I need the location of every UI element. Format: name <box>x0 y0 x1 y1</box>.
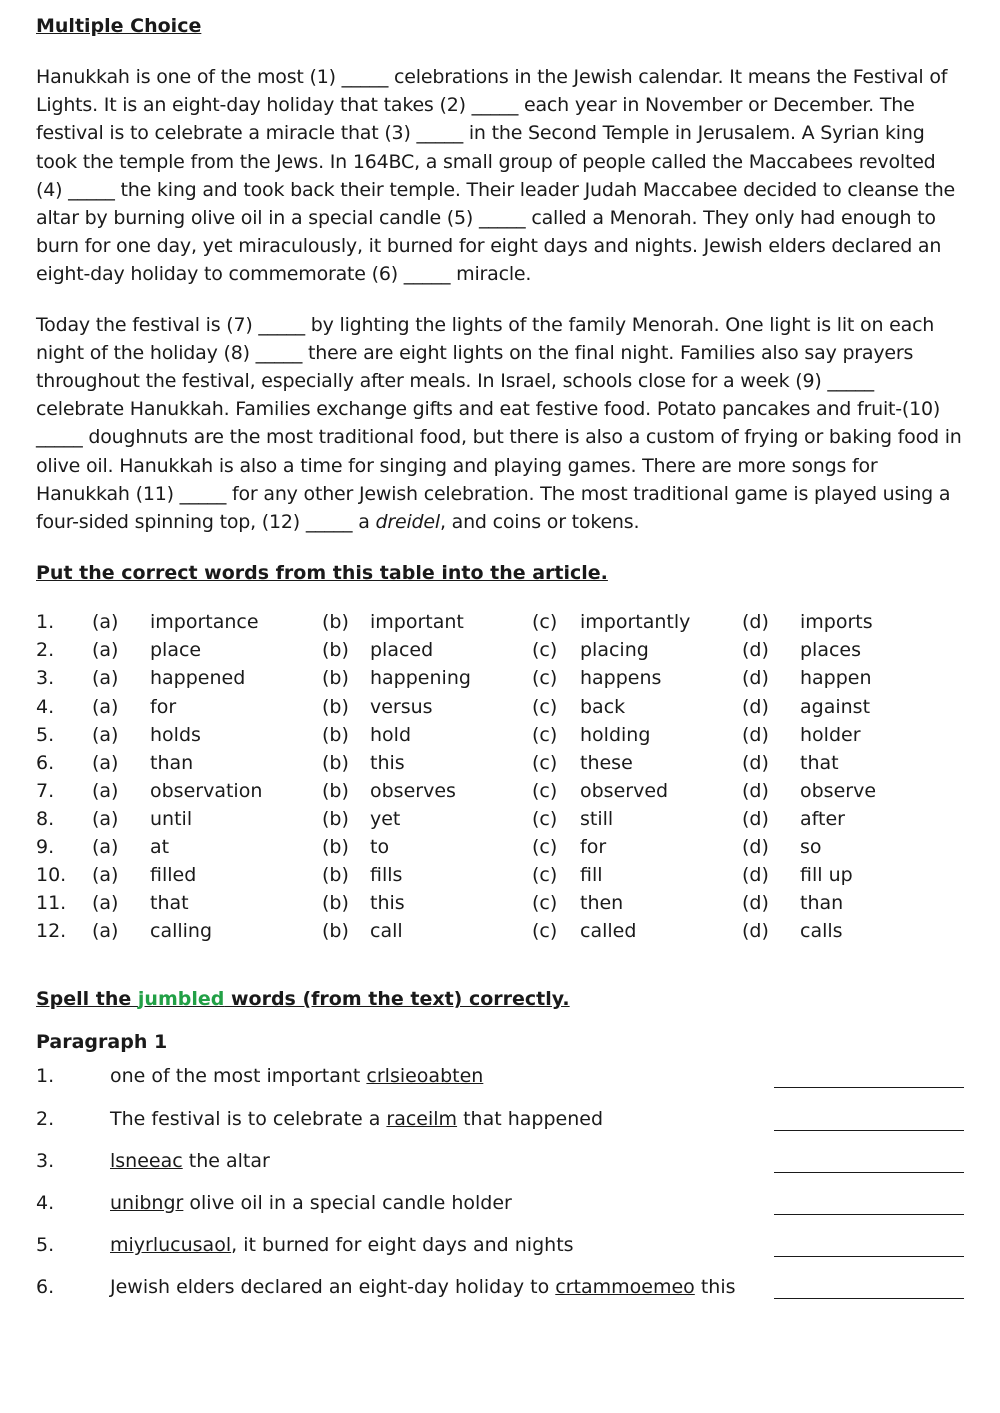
question-number: 1. <box>36 611 55 634</box>
options-row <box>36 636 920 664</box>
answer-blank: _____ <box>416 122 464 145</box>
option-letter-d: (d) <box>742 892 769 915</box>
option-letter-c: (c) <box>532 920 558 943</box>
spell-number: 4. <box>36 1191 55 1214</box>
option-letter-a: (a) <box>92 667 119 690</box>
options-row <box>36 608 920 636</box>
option-letter-b: (b) <box>322 611 349 634</box>
option-letter-c: (c) <box>532 836 558 859</box>
question-number: 11. <box>36 892 67 915</box>
article-text: there are eight lights on the final night. Families also say prayers throughout the festival, especially after meals. In Israel, schools close for a week (9) <box>36 341 914 393</box>
spell-heading-end: words (from the text) correctly. <box>224 988 570 1011</box>
option-letter-c: (c) <box>532 639 558 662</box>
option-a: place <box>150 639 202 662</box>
option-letter-d: (d) <box>742 695 769 718</box>
option-c: observed <box>580 779 669 802</box>
option-letter-d: (d) <box>742 751 769 774</box>
answer-line[interactable] <box>774 1214 964 1215</box>
spell-item <box>36 1104 966 1146</box>
option-b: important <box>370 611 464 634</box>
option-letter-b: (b) <box>322 779 349 802</box>
option-d: happen <box>800 667 872 690</box>
spell-text-before: Jewish elders declared an eight-day holiday to <box>110 1276 556 1299</box>
spell-item <box>36 1146 966 1188</box>
options-row <box>36 749 920 777</box>
option-letter-d: (d) <box>742 611 769 634</box>
option-letter-a: (a) <box>92 807 119 830</box>
spell-item <box>36 1188 966 1230</box>
option-a: filled <box>150 864 197 887</box>
option-letter-c: (c) <box>532 807 558 830</box>
spell-sentence <box>110 1234 574 1256</box>
article-text: celebrate Hanukkah. Families exchange gifts and eat festive food. Potato pancakes and fruit-(10) <box>36 398 941 421</box>
option-a: than <box>150 751 194 774</box>
option-a: for <box>150 695 177 718</box>
option-a: at <box>150 836 170 859</box>
option-letter-a: (a) <box>92 892 119 915</box>
option-d: fill up <box>800 864 853 887</box>
jumbled-term: crtammoemeo <box>555 1276 695 1299</box>
option-letter-a: (a) <box>92 836 119 859</box>
jumbled-term: unibngr <box>110 1191 184 1214</box>
spell-number: 6. <box>36 1276 55 1299</box>
spell-sentence <box>110 1192 512 1214</box>
option-c: these <box>580 751 633 774</box>
options-row <box>36 777 920 805</box>
question-number: 2. <box>36 639 55 662</box>
spell-text-before: The festival is to celebrate a <box>110 1107 387 1130</box>
option-letter-b: (b) <box>322 836 349 859</box>
answer-line[interactable] <box>774 1130 964 1131</box>
spell-text-after: , it burned for eight days and nights <box>231 1234 574 1257</box>
option-b: to <box>370 836 390 859</box>
option-letter-c: (c) <box>532 864 558 887</box>
answer-blank: _____ <box>305 511 353 534</box>
options-row <box>36 917 920 945</box>
article-text: doughnuts are the most traditional food, but there is also a custom of frying or baking food in olive oil. Hanukkah is also a time for singing and playing games. There are more songs for Hanukkah (11) <box>36 426 962 505</box>
question-number: 5. <box>36 723 55 746</box>
article-text: in the Second Temple in Jerusalem. A Syrian king took the temple from the Jews. In 164BC, a small group of people called the Maccabees revolted (4) <box>36 122 936 201</box>
answer-blank: _____ <box>36 426 83 449</box>
answer-blank: _____ <box>179 482 227 505</box>
option-a: happened <box>150 667 246 690</box>
option-letter-a: (a) <box>92 920 119 943</box>
spell-number: 3. <box>36 1149 55 1172</box>
option-a: calling <box>150 920 213 943</box>
question-number: 12. <box>36 920 67 943</box>
spell-text-before: one of the most important <box>110 1065 367 1088</box>
option-letter-d: (d) <box>742 779 769 802</box>
option-b: hold <box>370 723 412 746</box>
option-letter-d: (d) <box>742 864 769 887</box>
spell-heading-start: Spell the <box>36 988 138 1011</box>
article-text: by lighting the lights of the family Menorah. One light is lit on each night of the holiday (8) <box>36 313 935 364</box>
spell-item <box>36 1272 966 1314</box>
article-text: for any other Jewish celebration. The most traditional game is played using a four-sided spinning top, (12) <box>36 482 951 534</box>
spell-sentence <box>110 1276 736 1298</box>
spell-item <box>36 1230 966 1272</box>
italic-term: dreidel <box>375 511 440 534</box>
spell-number: 2. <box>36 1107 55 1130</box>
answer-line[interactable] <box>774 1256 964 1257</box>
option-c: called <box>580 920 637 943</box>
spell-sentence <box>110 1065 483 1087</box>
options-row <box>36 805 920 833</box>
options-row <box>36 721 920 749</box>
article-text: each year in November or December. The festival is to celebrate a miracle that (3) <box>36 94 915 145</box>
options-row <box>36 861 920 889</box>
option-letter-a: (a) <box>92 723 119 746</box>
article-text: a <box>352 511 376 534</box>
option-letter-c: (c) <box>532 723 558 746</box>
option-letter-a: (a) <box>92 611 119 634</box>
option-letter-b: (b) <box>322 751 349 774</box>
option-b: observes <box>370 779 456 802</box>
option-letter-c: (c) <box>532 667 558 690</box>
spell-list <box>36 1061 966 1314</box>
option-letter-a: (a) <box>92 695 119 718</box>
question-number: 7. <box>36 779 55 802</box>
option-a: until <box>150 807 193 830</box>
option-c: then <box>580 892 624 915</box>
paragraph-label: Paragraph 1 <box>36 1031 168 1054</box>
option-c: back <box>580 695 626 718</box>
article-paragraph-2 <box>36 311 966 537</box>
answer-blank: _____ <box>255 341 303 364</box>
option-letter-a: (a) <box>92 639 119 662</box>
option-c: fill <box>580 864 603 887</box>
option-c: for <box>580 836 607 859</box>
option-a: importance <box>150 611 259 634</box>
page-title: Multiple Choice <box>36 15 202 37</box>
answer-blank: _____ <box>258 313 305 336</box>
answer-blank: _____ <box>827 370 874 393</box>
spell-sentence <box>110 1150 270 1172</box>
option-letter-d: (d) <box>742 639 769 662</box>
answer-line[interactable] <box>774 1172 964 1173</box>
option-b: call <box>370 920 403 943</box>
option-b: this <box>370 892 405 915</box>
options-row <box>36 664 920 692</box>
spell-text-after: olive oil in a special candle holder <box>183 1191 512 1214</box>
question-number: 10. <box>36 864 67 887</box>
article-paragraph-1 <box>36 63 966 289</box>
jumbled-term: lsneeac <box>110 1149 183 1172</box>
option-d: against <box>800 695 871 718</box>
option-letter-c: (c) <box>532 695 558 718</box>
question-number: 8. <box>36 807 55 830</box>
option-c: holding <box>580 723 651 746</box>
spell-item <box>36 1061 966 1103</box>
spell-text-after: this <box>694 1276 736 1299</box>
option-letter-c: (c) <box>532 751 558 774</box>
spell-number: 1. <box>36 1065 55 1088</box>
jumbled-word: jumbled <box>137 988 225 1011</box>
table-heading: Put the correct words from this table into the article. <box>36 562 608 585</box>
option-c: happens <box>580 667 662 690</box>
option-letter-c: (c) <box>532 892 558 915</box>
answer-line[interactable] <box>774 1298 964 1299</box>
option-letter-b: (b) <box>322 807 349 830</box>
jumbled-term: raceilm <box>386 1107 458 1130</box>
option-letter-d: (d) <box>742 807 769 830</box>
options-row <box>36 889 920 917</box>
option-letter-b: (b) <box>322 864 349 887</box>
answer-blank: _____ <box>471 94 519 117</box>
option-letter-b: (b) <box>322 667 349 690</box>
spell-sentence <box>110 1108 603 1130</box>
option-letter-b: (b) <box>322 920 349 943</box>
option-b: placed <box>370 639 434 662</box>
option-letter-d: (d) <box>742 836 769 859</box>
option-d: holder <box>800 723 861 746</box>
option-b: versus <box>370 695 433 718</box>
option-b: happening <box>370 667 471 690</box>
question-number: 6. <box>36 751 55 774</box>
article-text: called a Menorah. They only had enough to burn for one day, yet miraculously, it burned for eight days and nights. Jewish elders declared an eight-day holiday to commemorate (6) <box>36 207 942 286</box>
option-letter-a: (a) <box>92 779 119 802</box>
question-number: 4. <box>36 695 55 718</box>
spell-text-after: that happened <box>457 1107 604 1130</box>
option-letter-b: (b) <box>322 892 349 915</box>
option-c: importantly <box>580 611 691 634</box>
option-letter-b: (b) <box>322 723 349 746</box>
answer-blank: _____ <box>68 178 115 201</box>
option-d: calls <box>800 920 843 943</box>
question-number: 3. <box>36 667 55 690</box>
option-b: this <box>370 751 405 774</box>
jumbled-term: miyrlucusaol <box>110 1234 232 1257</box>
worksheet <box>36 12 966 1315</box>
article-text: miracle. <box>450 263 532 286</box>
option-d: observe <box>800 779 877 802</box>
option-d: places <box>800 639 862 662</box>
spell-number: 5. <box>36 1234 55 1257</box>
option-d: after <box>800 807 845 830</box>
option-d: than <box>800 892 844 915</box>
option-c: placing <box>580 639 649 662</box>
jumbled-term: crlsieoabten <box>366 1065 484 1088</box>
option-letter-a: (a) <box>92 864 119 887</box>
article-text: Today the festival is (7) <box>36 313 259 336</box>
options-table <box>36 608 920 945</box>
article-text: , and coins or tokens. <box>439 511 640 534</box>
option-letter-c: (c) <box>532 611 558 634</box>
answer-blank: _____ <box>341 66 389 88</box>
spell-heading <box>36 985 966 1013</box>
option-a: observation <box>150 779 263 802</box>
article-text: Hanukkah is one of the most (1) <box>36 66 342 88</box>
spell-text-after: the altar <box>182 1149 270 1172</box>
option-letter-c: (c) <box>532 779 558 802</box>
option-a: holds <box>150 723 201 746</box>
option-letter-d: (d) <box>742 667 769 690</box>
option-b: fills <box>370 864 403 887</box>
option-d: that <box>800 751 839 774</box>
option-d: imports <box>800 611 873 634</box>
options-row <box>36 693 920 721</box>
options-row <box>36 833 920 861</box>
article-text: celebrations in the Jewish calendar. It means the Festival of Lights. It is an eight-day holiday that takes (2) <box>36 66 948 117</box>
option-a: that <box>150 892 189 915</box>
option-letter-b: (b) <box>322 695 349 718</box>
article-text: the king and took back their temple. Their leader Judah Maccabee decided to cleanse the altar by burning olive oil in a special candle (5) <box>36 178 956 230</box>
answer-blank: _____ <box>403 263 451 286</box>
answer-line[interactable] <box>774 1087 964 1088</box>
option-letter-d: (d) <box>742 920 769 943</box>
question-number: 9. <box>36 836 55 859</box>
option-d: so <box>800 836 822 859</box>
answer-blank: _____ <box>478 207 526 230</box>
option-letter-b: (b) <box>322 639 349 662</box>
option-letter-a: (a) <box>92 751 119 774</box>
option-c: still <box>580 807 614 830</box>
option-letter-d: (d) <box>742 723 769 746</box>
option-b: yet <box>370 807 401 830</box>
